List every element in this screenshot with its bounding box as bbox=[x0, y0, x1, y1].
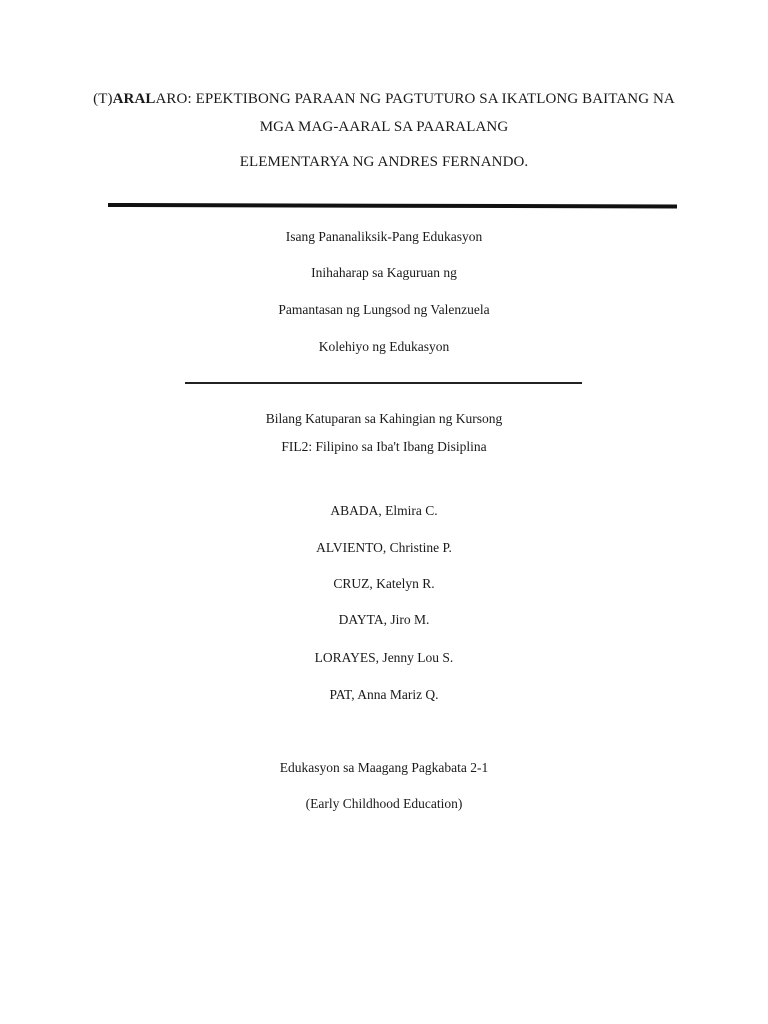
title-line-2: MGA MAG-AARAL SA PAARALANG bbox=[259, 119, 509, 135]
presented-to: Inihaharap sa Kaguruan ng bbox=[311, 265, 457, 280]
author-3: CRUZ, Katelyn R. bbox=[333, 576, 435, 591]
thick-divider bbox=[108, 203, 677, 208]
title-line-3: ELEMENTARYA NG ANDRES FERNANDO. bbox=[239, 154, 529, 170]
research-type: Isang Pananaliksik-Pang Edukasyon bbox=[285, 229, 483, 244]
title-line-1 bbox=[0, 91, 768, 108]
title-bold-word: ARAL bbox=[112, 91, 156, 107]
program-english: (Early Childhood Education) bbox=[305, 796, 463, 811]
course-requirement: Bilang Katuparan sa Kahingian ng Kursong bbox=[265, 411, 503, 426]
author-2: ALVIENTO, Christine P. bbox=[316, 540, 452, 555]
author-5: LORAYES, Jenny Lou S. bbox=[314, 650, 454, 665]
title-rest: ARO: EPEKTIBONG PARAAN NG PAGTUTURO SA IKATLONG BAITANG NA bbox=[155, 91, 675, 107]
university-name: Pamantasan ng Lungsod ng Valenzuela bbox=[278, 302, 490, 317]
author-4: DAYTA, Jiro M. bbox=[338, 612, 430, 627]
author-6: PAT, Anna Mariz Q. bbox=[329, 687, 439, 702]
thin-divider bbox=[185, 382, 582, 384]
program-name: Edukasyon sa Maagang Pagkabata 2-1 bbox=[279, 760, 489, 775]
college-name: Kolehiyo ng Edukasyon bbox=[318, 339, 450, 354]
title-prefix: (T) bbox=[93, 91, 113, 107]
course-name: FIL2: Filipino sa Iba't Ibang Disiplina bbox=[281, 439, 487, 454]
author-1: ABADA, Elmira C. bbox=[330, 503, 438, 518]
